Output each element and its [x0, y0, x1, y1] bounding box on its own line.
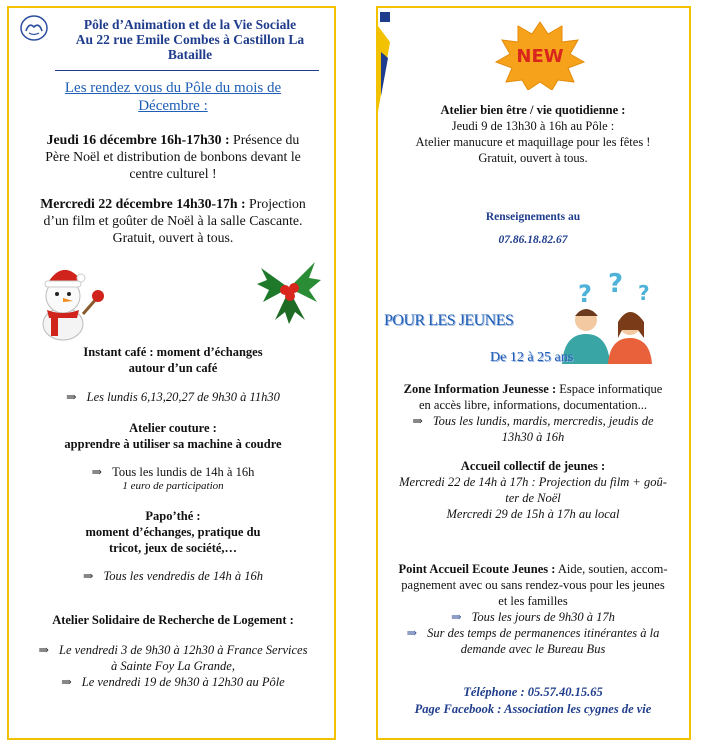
- couture-when: ⇒ Tous les lundis de 14h à 16h: [91, 465, 255, 479]
- rdv-title: Les rendez vous du Pôle du mois de Décembre :: [64, 80, 282, 114]
- swan-logo-icon: [19, 14, 49, 42]
- arrow-icon: ⇒: [451, 610, 462, 624]
- event-projection: Mercredi 22 décembre 14h30-17h : Projection d’un film et goûter de Noël à la salle Cascante. Gratuit, ouvert à tous.: [40, 196, 306, 245]
- left-panel: [7, 6, 336, 740]
- event-pere-noel: Jeudi 16 décembre 16h-17h30 : Présence du Père Noël et distribution de bonbons devant le centre culturel !: [45, 132, 301, 181]
- header-line: Bataille: [167, 47, 213, 62]
- header-line: Au 22 rue Emile Combes à Castillon La: [75, 32, 305, 47]
- cafe-when: ⇒ Les lundis 6,13,20,27 de 9h30 à 11h30: [66, 390, 280, 404]
- jeunes-title: POUR LES JEUNES: [384, 312, 514, 329]
- bienetre-block: Atelier bien être / vie quotidienne : Jeudi 9 de 13h30 à 16h au Pôle : Atelier manucure et maquillage pour les fêtes ! Gratuit, ouvert à tous.: [415, 103, 651, 165]
- arrow-icon: ⇒: [83, 569, 94, 583]
- svg-text:?: ?: [608, 272, 624, 299]
- cafe-title: Instant café : moment d’échanges autour d’un café: [83, 345, 263, 375]
- arrow-icon: ⇒: [61, 675, 72, 689]
- couture-title: Atelier couture : apprendre à utiliser sa machine à coudre: [64, 421, 282, 451]
- accueil-block: Accueil collectif de jeunes : Mercredi 22 de 14h à 17h : Projection du film + goû- ter de Noël Mercredi 29 de 15h à 17h au local: [399, 459, 667, 521]
- papothe-title: Papo’thé : moment d’échanges, pratique du tricot, jeux de société,…: [85, 509, 261, 555]
- jeunes-age: De 12 à 25 ans: [490, 350, 574, 365]
- holly-icon: [253, 250, 325, 326]
- arrow-icon: ⇒: [66, 390, 77, 404]
- renseignements-label: Renseignements au: [485, 211, 581, 223]
- arrow-icon: ⇒: [91, 465, 103, 479]
- paej-block: Point Accueil Ecoute Jeunes : Aide, soutien, accom- pagnement avec ou sans rendez-vous pour les jeunes et les familles ⇒ Tous les jours de 9h30 à 17h ⇒ Sur des temps de permanences itinérantes à la demande avec le Bureau Bus: [398, 562, 668, 656]
- logement-title: Atelier Solidaire de Recherche de Logement :: [52, 613, 294, 627]
- snowman-icon: [27, 254, 109, 344]
- header-divider: [55, 70, 319, 71]
- arrow-icon: ⇒: [406, 626, 418, 640]
- phone-number[interactable]: 07.86.18.82.67: [498, 234, 568, 246]
- header-block: [49, 17, 331, 62]
- arrow-icon: ⇒: [38, 643, 50, 657]
- arrow-icon: ⇒: [412, 414, 423, 428]
- papothe-when: ⇒ Tous les vendredis de 14h à 16h: [83, 569, 263, 583]
- new-badge-text: NEW: [516, 46, 564, 67]
- new-badge-icon: [494, 20, 586, 90]
- facebook-line[interactable]: Page Facebook : Association les cygnes de vie: [414, 702, 652, 716]
- corner-decoration: [378, 12, 394, 112]
- logement-dates: ⇒ Le vendredi 3 de 9h30 à 12h30 à France Services à Sainte Foy La Grande, ⇒ Le vendredi 19 de 9h30 à 12h30 au Pôle: [38, 643, 308, 689]
- zone-info-block: Zone Information Jeunesse : Espace informatique en accès libre, informations, documentation... ⇒ Tous les lundis, mardis, mercredis, jeudis de 13h30 à 16h: [403, 382, 663, 444]
- svg-text:?: ?: [638, 281, 650, 305]
- svg-text:?: ?: [578, 280, 592, 308]
- telephone-line[interactable]: Téléphone : 05.57.40.15.65: [463, 685, 603, 699]
- right-panel: [376, 6, 691, 740]
- header-line: Pôle d’Animation et de la Vie Sociale: [83, 17, 297, 32]
- couture-note: 1 euro de participation: [122, 480, 224, 492]
